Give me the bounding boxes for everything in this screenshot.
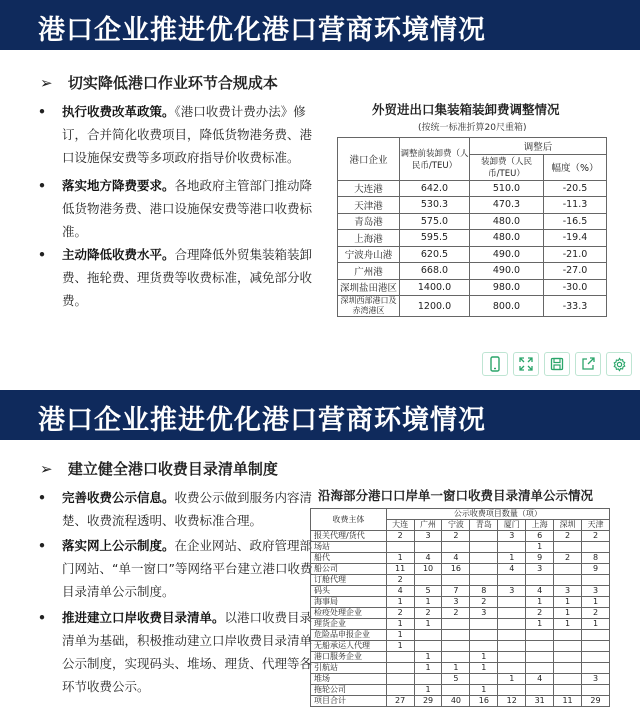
table-row (311, 531, 610, 542)
cell-count (498, 630, 526, 641)
cell-count (470, 553, 498, 564)
cell-count (554, 630, 582, 641)
slide-1-title: 港口企业推进优化港口营商环境情况 (0, 0, 640, 50)
cell-count (554, 564, 582, 575)
cell-count: 1 (386, 630, 414, 641)
cell-before: 642.0 (400, 180, 470, 197)
cell-count: 1 (554, 619, 582, 630)
cell-count: 11 (554, 696, 582, 707)
cell-count (526, 685, 554, 696)
cell-count: 29 (582, 696, 610, 707)
cell-count: 1 (554, 608, 582, 619)
table-row (311, 630, 610, 641)
phone-icon (488, 356, 502, 372)
header-port: 天津 (582, 520, 610, 531)
table-row (311, 674, 610, 685)
fee-adjustment-table (337, 137, 607, 317)
slide-2-bullet-2: • 落实网上公示制度。在企业网站、政府管理部门网站、“单一窗口”等网络平台建立港口收费目录清单公示制度。 (38, 538, 313, 599)
bullet-bold: 落实网上公示制度。 (62, 538, 175, 553)
cell-count: 3 (526, 564, 554, 575)
expand-button[interactable] (513, 352, 539, 376)
cell-count (498, 641, 526, 652)
cell-count (498, 685, 526, 696)
cell-count: 2 (442, 608, 470, 619)
cell-before: 1400.0 (400, 279, 470, 296)
cell-count: 3 (498, 531, 526, 542)
cell-after: 480.0 (470, 213, 544, 230)
cell-count (554, 685, 582, 696)
cell-count (498, 619, 526, 630)
table-row (311, 608, 610, 619)
cell-count (414, 674, 442, 685)
cell-before: 595.5 (400, 230, 470, 247)
cell-count: 1 (414, 652, 442, 663)
cell-count: 6 (526, 531, 554, 542)
cell-subject: 船代 (311, 553, 387, 564)
cell-count (470, 619, 498, 630)
cell-before: 575.0 (400, 213, 470, 230)
cell-count (554, 575, 582, 586)
fee-catalog-table (310, 508, 610, 707)
cell-count: 1 (470, 685, 498, 696)
cell-count: 1 (498, 553, 526, 564)
table-row (311, 542, 610, 553)
cell-port: 青岛港 (338, 213, 400, 230)
cell-count: 2 (386, 608, 414, 619)
cell-count: 40 (442, 696, 470, 707)
cell-count: 2 (526, 608, 554, 619)
table-row (338, 296, 607, 317)
slide-2 (0, 390, 640, 719)
cell-port: 天津港 (338, 197, 400, 214)
cell-count (442, 685, 470, 696)
cell-count: 1 (582, 597, 610, 608)
table-row (338, 213, 607, 230)
header-after-group: 调整后 (470, 138, 607, 155)
cell-count (414, 630, 442, 641)
cell-count: 4 (526, 674, 554, 685)
cell-count: 5 (442, 674, 470, 685)
cell-count (386, 674, 414, 685)
cell-after: 980.0 (470, 279, 544, 296)
cell-count (498, 652, 526, 663)
cell-count (386, 542, 414, 553)
cell-count (498, 575, 526, 586)
bullet-bold: 推进建立口岸收费目录清单。 (62, 610, 225, 625)
expand-icon (519, 357, 533, 371)
cell-subject: 项目合计 (311, 696, 387, 707)
cell-count (470, 531, 498, 542)
cell-count: 2 (582, 531, 610, 542)
cell-count: 3 (554, 586, 582, 597)
cell-count: 1 (442, 663, 470, 674)
cell-count (526, 641, 554, 652)
cell-count (414, 641, 442, 652)
image-toolbar (474, 352, 640, 378)
bullet-bold: 主动降低收费水平。 (62, 247, 175, 262)
table-1-note: (按统一标准折算20尺重箱) (418, 123, 527, 133)
table-2-title: 沿海部分港口口岸单一窗口收费目录清单公示情况 (318, 488, 594, 503)
cell-subject: 堆场 (311, 674, 387, 685)
cell-change: -11.3 (544, 197, 607, 214)
cell-count: 2 (582, 608, 610, 619)
cell-subject: 无船承运人代理 (311, 641, 387, 652)
cell-port: 广州港 (338, 263, 400, 280)
slide-1-subhead-text: 切实降低港口作业环节合规成本 (67, 74, 278, 92)
cell-after: 490.0 (470, 246, 544, 263)
table-row (338, 180, 607, 197)
cell-count: 3 (414, 531, 442, 542)
table-1-body (338, 180, 607, 317)
header-port: 厦门 (498, 520, 526, 531)
cell-count: 3 (442, 597, 470, 608)
cell-subject: 海事局 (311, 597, 387, 608)
cell-port: 大连港 (338, 180, 400, 197)
slide-2-subhead (40, 458, 278, 479)
header-group: 公示收费项目数量（项） (386, 509, 609, 520)
slide-2-bullet-3: • 推进建立口岸收费目录清单。以港口收费目录清单为基础，积极推动建立口岸收费目录清单公示制度，实现码头、堆场、理货、代理等各环节收费公示。 (38, 610, 313, 694)
cell-count (526, 652, 554, 663)
cell-count (386, 663, 414, 674)
header-subject: 收费主体 (311, 509, 387, 531)
cell-count: 1 (470, 652, 498, 663)
table-row (311, 553, 610, 564)
cell-after: 800.0 (470, 296, 544, 317)
header-port: 港口企业 (338, 138, 400, 181)
cell-count: 2 (386, 575, 414, 586)
cell-count: 4 (386, 586, 414, 597)
slide-1-bullet-2: • 落实地方降费要求。各地政府主管部门推动降低货物港务费、港口设施保安费等港口收费标准。 (38, 178, 313, 239)
slide-2-bullet-1: • 完善收费公示信息。收费公示做到服务内容清楚、收费流程透明、收费标准合理。 (38, 490, 313, 528)
cell-count: 1 (582, 619, 610, 630)
cell-subject: 场站 (311, 542, 387, 553)
table-row (311, 685, 610, 696)
bullet-bold: 完善收费公示信息。 (62, 490, 175, 505)
cell-count: 2 (554, 531, 582, 542)
header-change: 幅度（%） (544, 154, 607, 180)
cell-count: 4 (414, 553, 442, 564)
bullet-text: 以港口收费目录清单为基础，积极推动建立口岸收费目录清单公示制度，实现码头、堆场、理货、代理等各环节收费公示。 (62, 610, 313, 694)
table-row (338, 263, 607, 280)
slide-2-title: 港口企业推进优化港口营商环境情况 (0, 390, 640, 440)
share-icon (581, 357, 595, 371)
cell-count (554, 542, 582, 553)
cell-count (470, 630, 498, 641)
cell-count: 11 (386, 564, 414, 575)
save-icon (550, 357, 564, 371)
table-row (311, 652, 610, 663)
table-row (311, 597, 610, 608)
header-port: 广州 (414, 520, 442, 531)
bullet-text: 各地政府主管部门推动降低货物港务费、港口设施保安费等港口收费标准。 (62, 178, 313, 239)
header-after: 装卸费（人民币/TEU） (470, 154, 544, 180)
table-row (311, 586, 610, 597)
table-1-title: 外贸进出口集装箱装卸费调整情况 (372, 102, 560, 117)
cell-port: 宁波舟山港 (338, 246, 400, 263)
cell-count (554, 674, 582, 685)
cell-count: 1 (526, 542, 554, 553)
cell-change: -16.5 (544, 213, 607, 230)
cell-count (582, 575, 610, 586)
cell-count (526, 575, 554, 586)
cell-port: 深圳盐田港区 (338, 279, 400, 296)
cell-subject: 引航站 (311, 663, 387, 674)
cell-after: 510.0 (470, 180, 544, 197)
cell-subject: 船公司 (311, 564, 387, 575)
cell-subject: 港口服务企业 (311, 652, 387, 663)
bullet-bold: 执行收费改革政策。 (62, 104, 175, 119)
cell-after: 480.0 (470, 230, 544, 247)
cell-count: 1 (386, 641, 414, 652)
cell-count: 29 (414, 696, 442, 707)
cell-subject: 检疫处理企业 (311, 608, 387, 619)
cell-count: 8 (582, 553, 610, 564)
cell-count: 1 (526, 597, 554, 608)
cell-count (442, 575, 470, 586)
cell-change: -19.4 (544, 230, 607, 247)
cell-count: 4 (442, 553, 470, 564)
cell-count (386, 652, 414, 663)
cell-count (470, 674, 498, 685)
cell-count (442, 641, 470, 652)
cell-count: 1 (414, 685, 442, 696)
cell-change: -27.0 (544, 263, 607, 280)
table-row (311, 619, 610, 630)
cell-count: 3 (470, 608, 498, 619)
cell-subject: 码头 (311, 586, 387, 597)
cell-count (470, 564, 498, 575)
cell-count (442, 619, 470, 630)
cell-count: 9 (582, 564, 610, 575)
cell-count: 31 (526, 696, 554, 707)
cell-count (582, 663, 610, 674)
bullet-text: 合理降低外贸集装箱装卸费、拖轮费、理货费等收费标准，减免部分收费。 (62, 247, 313, 308)
table-row (338, 230, 607, 247)
cell-count (582, 652, 610, 663)
cell-count: 1 (386, 597, 414, 608)
cell-count: 9 (526, 553, 554, 564)
slide-1-subhead (40, 72, 278, 93)
slide-1 (0, 0, 640, 350)
cell-change: -21.0 (544, 246, 607, 263)
bullet-text: 在企业网站、政府管理部门网站、“单一窗口”等网络平台建立港口收费目录清单公示制度。 (62, 538, 313, 599)
arrow-marker-icon: ➢ (40, 74, 53, 92)
cell-count (582, 630, 610, 641)
header-port: 宁波 (442, 520, 470, 531)
cell-change: -20.5 (544, 180, 607, 197)
cell-subject: 危险品申报企业 (311, 630, 387, 641)
cell-count (498, 663, 526, 674)
arrow-marker-icon: ➢ (40, 460, 53, 478)
cell-subject: 理货企业 (311, 619, 387, 630)
cell-count (470, 641, 498, 652)
cell-count (442, 630, 470, 641)
cell-count: 1 (386, 619, 414, 630)
cell-count: 12 (498, 696, 526, 707)
cell-count (414, 575, 442, 586)
header-before: 调整前装卸费（人民币/TEU） (400, 138, 470, 181)
table-row (311, 564, 610, 575)
cell-count (442, 542, 470, 553)
cell-count: 2 (386, 531, 414, 542)
cell-count (554, 652, 582, 663)
cell-count (582, 542, 610, 553)
cell-count: 16 (442, 564, 470, 575)
cell-count: 1 (498, 674, 526, 685)
table-row (311, 641, 610, 652)
cell-subject: 拖轮公司 (311, 685, 387, 696)
cell-count: 1 (414, 619, 442, 630)
cell-count: 16 (470, 696, 498, 707)
table-2-body (311, 531, 610, 707)
header-port: 青岛 (470, 520, 498, 531)
cell-count (470, 542, 498, 553)
settings-icon (612, 357, 627, 372)
cell-before: 620.5 (400, 246, 470, 263)
cell-count: 1 (414, 597, 442, 608)
cell-count: 27 (386, 696, 414, 707)
table-row (338, 279, 607, 296)
cell-count: 8 (470, 586, 498, 597)
share-button[interactable] (575, 352, 601, 376)
save-button[interactable] (544, 352, 570, 376)
cell-count: 2 (554, 553, 582, 564)
cell-count: 1 (470, 663, 498, 674)
slide-1-bullet-1: • 执行收费改革政策。《港口收费计费办法》修订，合并简化收费项目，降低货物港务费、港口设施保安费等多项政府指导价收费标准。 (38, 104, 313, 165)
table-row (338, 197, 607, 214)
cell-count (582, 685, 610, 696)
table-row (311, 663, 610, 674)
slide-2-subhead-text: 建立健全港口收费目录清单制度 (67, 460, 278, 478)
cell-count: 3 (582, 674, 610, 685)
cell-count: 7 (442, 586, 470, 597)
cell-change: -33.3 (544, 296, 607, 317)
cell-subject: 订舱代理 (311, 575, 387, 586)
cell-count (498, 608, 526, 619)
cell-count: 5 (414, 586, 442, 597)
cell-count: 1 (554, 597, 582, 608)
cell-before: 1200.0 (400, 296, 470, 317)
header-port: 深圳 (554, 520, 582, 531)
slide-1-bullet-3: • 主动降低收费水平。合理降低外贸集装箱装卸费、拖轮费、理货费等收费标准，减免部分收费。 (38, 247, 313, 308)
cell-before: 530.3 (400, 197, 470, 214)
cell-count: 2 (442, 531, 470, 542)
settings-button[interactable] (606, 352, 632, 376)
cell-count (526, 630, 554, 641)
cell-count: 3 (582, 586, 610, 597)
cell-count (554, 641, 582, 652)
bullet-text: 《港口收费计费办法》修订，合并简化收费项目，降低货物港务费、港口设施保安费等多项政府指导价收费标准。 (62, 104, 313, 165)
cell-count (414, 542, 442, 553)
cell-count: 2 (470, 597, 498, 608)
cell-count: 4 (498, 564, 526, 575)
cell-before: 668.0 (400, 263, 470, 280)
cell-count (498, 597, 526, 608)
cell-count: 3 (498, 586, 526, 597)
cell-after: 470.3 (470, 197, 544, 214)
cell-count (526, 663, 554, 674)
cell-count (582, 641, 610, 652)
cell-count (386, 685, 414, 696)
cell-count (442, 652, 470, 663)
cell-port: 深圳西部港口及赤湾港区 (338, 296, 400, 317)
table-row (311, 696, 610, 707)
bullet-bold: 落实地方降费要求。 (62, 178, 175, 193)
table-row (338, 246, 607, 263)
header-port: 大连 (386, 520, 414, 531)
cell-port: 上海港 (338, 230, 400, 247)
bullet-text: 收费公示做到服务内容清楚、收费流程透明、收费标准合理。 (62, 490, 313, 528)
cell-count (470, 575, 498, 586)
cell-count: 1 (526, 619, 554, 630)
cell-change: -30.0 (544, 279, 607, 296)
cell-count: 1 (414, 663, 442, 674)
cell-count (554, 663, 582, 674)
cell-count: 1 (386, 553, 414, 564)
cell-count: 4 (526, 586, 554, 597)
cell-after: 490.0 (470, 263, 544, 280)
cell-subject: 报关代理/货代 (311, 531, 387, 542)
table-row (311, 575, 610, 586)
cell-count (498, 542, 526, 553)
phone-view-button[interactable] (482, 352, 508, 376)
header-port: 上海 (526, 520, 554, 531)
cell-count: 10 (414, 564, 442, 575)
cell-count: 2 (414, 608, 442, 619)
